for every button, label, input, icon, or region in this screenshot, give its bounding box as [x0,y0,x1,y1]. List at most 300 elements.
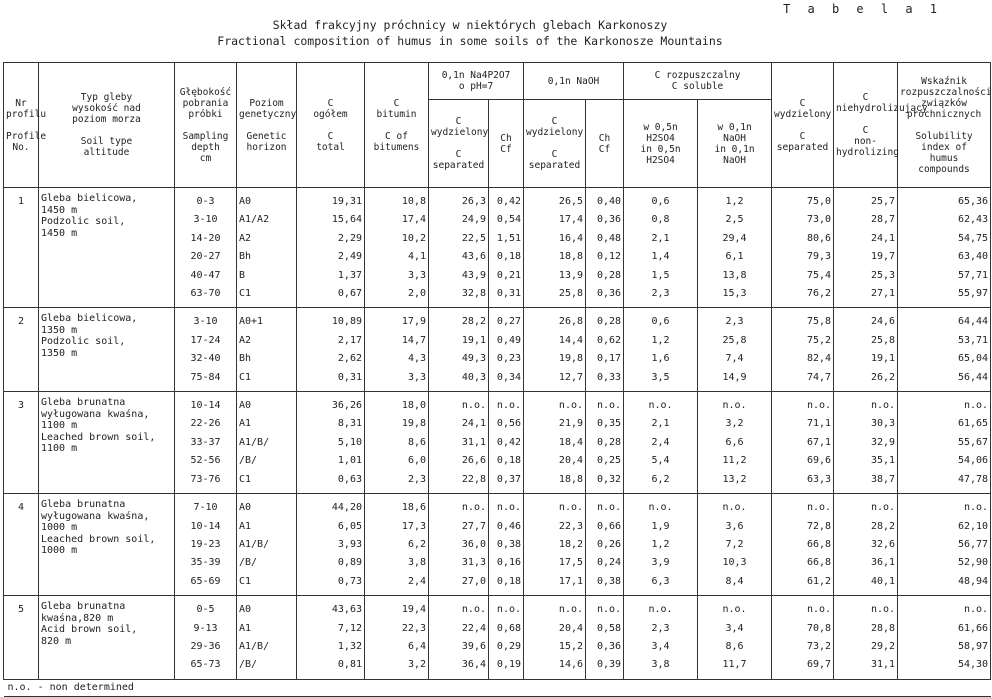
pyro-ch-cf-value: 0,54 [496,214,522,226]
soluble-h2so4-value: 2,1 [651,232,670,244]
solubility-index-cell [898,308,991,392]
pyro-ch-cf-value: 0,19 [496,659,522,671]
horizon-value: C1 [239,473,252,485]
horizon-value: A1/B/ [239,538,270,550]
c-non-hydrolizing-value: 19,7 [870,251,896,263]
depth-value: 0-3 [196,196,215,207]
pyro-ch-cf-value: 0,46 [496,520,522,532]
solubility-index-value: 62,43 [957,214,989,226]
pyro-ch-cf-value: 0,23 [496,353,522,365]
horizon-value: A1/B/ [239,436,270,448]
naoh-c-separated-value: 14,6 [558,659,584,671]
soluble-h2so4-cell [624,308,698,392]
pyro-c-separated-value: 36,0 [461,538,486,550]
c-separated-cell [772,596,834,680]
depth-value: 75-84 [190,371,221,383]
pyro-c-separated-value: 43,9 [461,269,486,281]
naoh-ch-cf-value: n.o. [596,604,622,616]
c-non-hydrolizing-cell [834,494,898,596]
c-non-hydrolizing-cell [834,308,898,392]
profile-number: 4 [4,494,39,596]
pyro-c-separated-value: 26,3 [461,196,486,207]
depth-value: 63-70 [190,288,221,300]
c-total-value: 1,01 [337,455,362,467]
c-separated-value: 82,4 [806,353,832,365]
naoh-c-separated-value: n.o. [558,502,584,514]
naoh-c-separated-value: 21,9 [558,418,584,430]
naoh-c-separated-value: 17,5 [558,557,584,569]
pyro-ch-cf-value: 0,38 [496,538,522,550]
c-separated-value: 66,8 [806,557,832,569]
pyro-c-separated-value: 43,6 [461,251,486,263]
soil-type-line: Leached brown soil, [41,533,156,545]
c-bitumens-value: 2,4 [407,575,426,587]
naoh-ch-cf-cell [586,494,624,596]
header-soil-type: Typ gleby wysokość nad poziom morza Soil type altitude [39,63,175,188]
soluble-naoh-value: 14,9 [722,371,747,383]
c-non-hydrolizing-value: 25,3 [870,269,896,281]
c-total-value: 1,32 [337,640,362,652]
header-pyrophosphate: 0,1n Na4P2O7 o pH=7 [429,63,524,100]
solubility-index-value: 54,75 [957,232,989,244]
c-total-value: 36,26 [331,400,362,412]
c-total-cell [297,392,365,494]
pyro-c-separated-value: 26,6 [461,455,486,467]
pyro-ch-cf-cell [489,308,524,392]
c-separated-value: 69,7 [806,659,832,671]
c-non-hydrolizing-value: n.o. [870,502,896,514]
depth-value: 20-27 [190,251,221,263]
pyro-c-separated-cell [429,188,489,308]
horizon-value: C1 [239,288,252,300]
soil-type-line: kwaśna,820 m [41,612,114,624]
soil-type-line: Leached brown soil, [41,431,156,443]
soluble-h2so4-value: 1,4 [651,251,670,263]
c-total-value: 0,31 [337,371,362,383]
footnote: n.o. - non determined [4,679,991,696]
horizon-value: A1 [239,520,252,532]
c-bitumens-value: 4,3 [407,353,426,365]
solubility-index-value: 58,97 [957,640,989,652]
c-bitumens-value: 19,4 [401,604,426,616]
header-horizon: Poziom genetyczny Genetic horizon [237,63,297,188]
solubility-index-cell [898,494,991,596]
naoh-c-separated-cell [524,596,586,680]
soil-type-line: 1000 m [41,522,78,534]
pyro-ch-cf-value: 0,31 [496,288,522,300]
depth-value: 14-20 [190,232,221,244]
profile-number: 5 [4,596,39,680]
naoh-c-separated-value: 20,4 [558,455,584,467]
pyro-ch-cf-value: 0,56 [496,418,522,430]
c-separated-value: 66,8 [806,538,832,550]
c-total-value: 8,31 [337,418,362,430]
naoh-c-separated-value: 15,2 [558,640,584,652]
naoh-c-separated-value: n.o. [558,400,584,412]
soluble-h2so4-value: 6,2 [651,473,670,485]
c-total-value: 5,10 [337,436,362,448]
depth-value: 10-14 [190,520,221,532]
horizon-value: C1 [239,575,252,587]
pyro-c-separated-value: 49,3 [461,353,486,365]
depth-value: 0-5 [196,604,215,616]
c-bitumens-cell [365,308,429,392]
naoh-ch-cf-value: 0,25 [596,455,622,467]
pyro-c-separated-value: 31,3 [461,557,486,569]
c-separated-cell [772,494,834,596]
c-total-value: 3,93 [337,538,362,550]
profile-number: 3 [4,392,39,494]
naoh-ch-cf-value: 0,28 [596,436,622,448]
solubility-index-value: 52,90 [957,557,989,569]
naoh-c-separated-value: 26,8 [558,316,584,328]
soil-type-line: 820 m [41,635,72,647]
header-c-total: C ogółem C total [297,63,365,188]
naoh-c-separated-value: 18,8 [558,473,584,485]
pyro-ch-cf-value: 0,18 [496,575,522,587]
pyro-ch-cf-cell [489,392,524,494]
soil-type-line: Podzolic soil, [41,216,126,227]
c-bitumens-value: 10,2 [401,232,426,244]
horizon-value: A0 [239,196,252,207]
soluble-h2so4-value: n.o. [648,502,673,514]
soluble-h2so4-value: 1,2 [651,538,670,550]
naoh-c-separated-value: 20,4 [558,622,584,634]
pyro-ch-cf-value: 0,68 [496,622,522,634]
c-bitumens-cell [365,494,429,596]
pyro-c-separated-value: 28,2 [461,316,486,328]
header-row [4,63,991,100]
naoh-ch-cf-value: 0,28 [596,316,622,328]
depth-value: 10-14 [190,400,221,412]
pyro-ch-cf-cell [489,188,524,308]
horizon-value: A2 [239,232,252,244]
soil-type-line: 1450 m [41,204,78,216]
subheader-naoh-ch-cf: Ch Cf [586,100,624,188]
c-non-hydrolizing-value: 35,1 [870,455,896,467]
pyro-c-separated-value: 24,9 [461,214,486,226]
c-non-hydrolizing-cell [834,392,898,494]
depth-value: 52-56 [190,455,221,467]
horizon-value: /B/ [239,455,258,467]
naoh-ch-cf-value: 0,36 [596,288,622,300]
profile-number: 1 [4,188,39,308]
c-total-value: 2,17 [337,334,362,346]
soluble-h2so4-value: 1,2 [651,334,670,346]
pyro-c-separated-cell [429,596,489,680]
soluble-naoh-value: 10,3 [722,557,747,569]
pyro-c-separated-cell [429,494,489,596]
c-total-value: 44,20 [331,502,362,514]
soluble-naoh-value: n.o. [722,604,747,616]
naoh-c-separated-value: 19,8 [558,353,584,365]
naoh-ch-cf-value: 0,33 [596,371,622,383]
c-non-hydrolizing-value: 28,8 [870,622,896,634]
soluble-naoh-value: 7,4 [725,353,744,365]
c-bitumens-value: 22,3 [401,622,426,634]
soluble-naoh-value: 6,6 [725,436,744,448]
pyro-ch-cf-value: 0,42 [496,196,522,207]
soluble-h2so4-value: 1,9 [651,520,670,532]
depth-cell [175,188,237,308]
c-non-hydrolizing-value: 31,1 [870,659,896,671]
header-c-non-hydrolizing: C niehydrolizujący C non-hydrolizing [834,63,898,188]
c-total-value: 1,37 [337,269,362,281]
c-non-hydrolizing-value: 28,7 [870,214,896,226]
header-c-bitumens: C bitumin C of bitumens [365,63,429,188]
c-non-hydrolizing-value: 24,1 [870,232,896,244]
soluble-h2so4-value: 1,5 [651,269,670,281]
c-bitumens-value: 2,3 [407,473,426,485]
c-separated-cell [772,188,834,308]
naoh-ch-cf-value: 0,26 [596,538,622,550]
soluble-naoh-value: 11,7 [722,659,747,671]
horizon-value: A0 [239,604,252,616]
naoh-ch-cf-value: 0,28 [596,269,622,281]
soluble-h2so4-value: 0,8 [651,214,670,226]
pyro-ch-cf-value: 0,49 [496,334,522,346]
solubility-index-value: 48,94 [957,575,989,587]
c-bitumens-cell [365,188,429,308]
naoh-ch-cf-value: 0,66 [596,520,622,532]
c-separated-value: 72,8 [806,520,832,532]
c-non-hydrolizing-value: n.o. [870,400,896,412]
soluble-h2so4-cell [624,494,698,596]
c-separated-value: 73,0 [806,214,832,226]
soluble-naoh-cell [698,308,772,392]
subheader-soluble-naoh: w 0,1n NaOH in 0,1n NaOH [698,100,772,188]
soluble-h2so4-value: 0,6 [651,316,670,328]
naoh-c-separated-cell [524,188,586,308]
c-bitumens-value: 8,6 [407,436,426,448]
pyro-c-separated-value: n.o. [461,604,486,616]
header-naoh: 0,1n NaOH [524,63,624,100]
soil-type-line: Gleba bielicowa, [41,193,138,204]
pyro-c-separated-value: 24,1 [461,418,486,430]
header-c-soluble: C rozpuszczalny C soluble [624,63,772,100]
naoh-ch-cf-value: 0,24 [596,557,622,569]
c-separated-value: n.o. [806,502,832,514]
c-total-value: 15,64 [331,214,362,226]
naoh-c-separated-value: 17,4 [558,214,584,226]
solubility-index-value: 54,30 [957,659,989,671]
soil-type-line: 1350 m [41,324,78,336]
soluble-naoh-value: 3,2 [725,418,744,430]
soluble-h2so4-value: 3,8 [651,659,670,671]
horizon-value: A0 [239,400,252,412]
pyro-ch-cf-value: 0,42 [496,436,522,448]
c-bitumens-value: 3,8 [407,557,426,569]
subheader-pyro-c-separated: C wydzielony C separated [429,100,489,188]
solubility-index-value: 47,78 [957,473,989,485]
naoh-c-separated-value: 13,9 [558,269,584,281]
soluble-naoh-value: 13,2 [722,473,747,485]
pyro-ch-cf-value: 0,21 [496,269,522,281]
solubility-index-value: 53,71 [957,334,989,346]
pyro-ch-cf-value: 1,51 [496,232,522,244]
c-bitumens-value: 19,8 [401,418,426,430]
c-total-value: 2,29 [337,232,362,244]
solubility-index-cell [898,596,991,680]
naoh-c-separated-value: n.o. [558,604,584,616]
horizon-value: A1/A2 [239,214,270,226]
c-separated-value: n.o. [806,400,832,412]
solubility-index-value: 65,36 [957,196,989,207]
depth-cell [175,392,237,494]
pyro-c-separated-value: 27,0 [461,575,486,587]
naoh-c-separated-cell [524,308,586,392]
horizon-value: /B/ [239,659,258,671]
pyro-c-separated-value: 22,4 [461,622,486,634]
pyro-c-separated-cell [429,392,489,494]
c-separated-value: 70,8 [806,622,832,634]
c-bitumens-value: 17,4 [401,214,426,226]
naoh-ch-cf-value: 0,36 [596,214,622,226]
c-bitumens-value: 18,6 [401,502,426,514]
soil-type-line: Gleba brunatna [41,397,126,409]
c-bitumens-value: 17,3 [401,520,426,532]
pyro-ch-cf-value: n.o. [496,400,522,412]
pyro-c-separated-value: 27,7 [461,520,486,532]
pyro-ch-cf-value: 0,18 [496,251,522,263]
naoh-ch-cf-value: 0,32 [596,473,622,485]
c-non-hydrolizing-value: 30,3 [870,418,896,430]
soluble-naoh-value: 3,4 [725,622,744,634]
soil-type-line: 1100 m [41,420,78,432]
title-polish: Skład frakcyjny próchnicy w niektórych glebach Karkonoszy [272,18,668,32]
naoh-c-separated-value: 25,8 [558,288,584,300]
pyro-ch-cf-value: n.o. [496,604,522,616]
horizon-cell [237,392,297,494]
c-separated-value: 75,4 [806,269,832,281]
naoh-ch-cf-value: 0,48 [596,232,622,244]
naoh-c-separated-cell [524,392,586,494]
naoh-ch-cf-value: 0,39 [596,659,622,671]
soluble-h2so4-value: 0,6 [651,196,670,207]
c-total-value: 2,49 [337,251,362,263]
subheader-pyro-ch-cf: Ch Cf [489,100,524,188]
solubility-index-value: 61,66 [957,622,989,634]
c-bitumens-value: 6,2 [407,538,426,550]
soluble-h2so4-value: 2,4 [651,436,670,448]
pyro-c-separated-value: n.o. [461,502,486,514]
naoh-c-separated-value: 18,8 [558,251,584,263]
pyro-c-separated-value: 22,8 [461,473,486,485]
soluble-h2so4-value: 2,3 [651,288,670,300]
soil-type-line: 1450 m [41,227,78,239]
horizon-value: A1/B/ [239,640,270,652]
depth-value: 35-39 [190,557,221,569]
c-separated-value: 76,2 [806,288,832,300]
horizon-cell [237,188,297,308]
solubility-index-value: 64,44 [957,316,989,328]
footnote-row [4,679,991,696]
horizon-value: A2 [239,334,252,346]
horizon-cell [237,494,297,596]
c-non-hydrolizing-value: 28,2 [870,520,896,532]
header-depth: Głębokość pobrania próbki Sampling depth cm [175,63,237,188]
c-separated-value: 74,7 [806,371,832,383]
naoh-c-separated-value: 18,4 [558,436,584,448]
header-c-separated: C wydzielony C separated [772,63,834,188]
title-english: Fractional composition of humus in some soils of the Karkonosze Mountains [217,34,723,48]
depth-value: 3-10 [193,214,218,226]
c-bitumens-value: 18,0 [401,400,426,412]
soluble-h2so4-value: 2,3 [651,622,670,634]
soluble-naoh-value: 8,4 [725,575,744,587]
soluble-naoh-value: 2,5 [725,214,744,226]
depth-cell [175,596,237,680]
soil-type-line: Gleba brunatna [41,499,126,511]
soluble-naoh-value: 7,2 [725,538,744,550]
soluble-naoh-value: 8,6 [725,640,744,652]
soluble-naoh-value: 3,6 [725,520,744,532]
horizon-value: A0+1 [239,316,264,328]
profile-number: 2 [4,308,39,392]
soluble-h2so4-value: 3,4 [651,640,670,652]
naoh-c-separated-value: 14,4 [558,334,584,346]
c-total-cell [297,596,365,680]
profile-row [4,308,991,392]
pyro-c-separated-value: 22,5 [461,232,486,244]
horizon-cell [237,596,297,680]
pyro-c-separated-value: n.o. [461,400,486,412]
c-separated-value: 73,2 [806,640,832,652]
c-bitumens-cell [365,596,429,680]
naoh-ch-cf-value: 0,17 [596,353,622,365]
c-separated-value: n.o. [806,604,832,616]
c-non-hydrolizing-value: 38,7 [870,473,896,485]
c-non-hydrolizing-value: 25,8 [870,334,896,346]
c-total-value: 0,81 [337,659,362,671]
depth-value: 33-37 [190,436,221,448]
soluble-naoh-value: 2,3 [725,316,744,328]
table-label: T a b e l a 1 [783,2,942,16]
profile-row [4,494,991,596]
horizon-value: B [239,269,246,281]
c-bitumens-cell [365,392,429,494]
naoh-ch-cf-cell [586,392,624,494]
soil-type-cell [39,188,175,308]
c-bitumens-value: 14,7 [401,334,426,346]
soluble-h2so4-value: 2,1 [651,418,670,430]
soluble-naoh-value: 15,3 [722,288,747,300]
naoh-ch-cf-value: 0,12 [596,251,622,263]
solubility-index-value: 56,77 [957,538,989,550]
depth-cell [175,308,237,392]
profile-row [4,392,991,494]
c-bitumens-value: 6,4 [407,640,426,652]
c-total-value: 10,89 [331,316,362,328]
depth-value: 3-10 [193,316,218,328]
profile-row [4,188,991,308]
naoh-c-separated-value: 18,2 [558,538,584,550]
soluble-h2so4-cell [624,392,698,494]
soluble-h2so4-value: n.o. [648,604,673,616]
soluble-naoh-value: 25,8 [722,334,747,346]
naoh-c-separated-value: 22,3 [558,520,584,532]
pyro-c-separated-cell [429,308,489,392]
c-non-hydrolizing-value: 26,2 [870,371,896,383]
naoh-c-separated-value: 17,1 [558,575,584,587]
soluble-naoh-value: 6,1 [725,251,744,263]
c-separated-value: 61,2 [806,575,832,587]
naoh-c-separated-cell [524,494,586,596]
c-separated-value: 75,2 [806,334,832,346]
soluble-naoh-cell [698,596,772,680]
naoh-c-separated-value: 12,7 [558,371,584,383]
naoh-ch-cf-cell [586,308,624,392]
